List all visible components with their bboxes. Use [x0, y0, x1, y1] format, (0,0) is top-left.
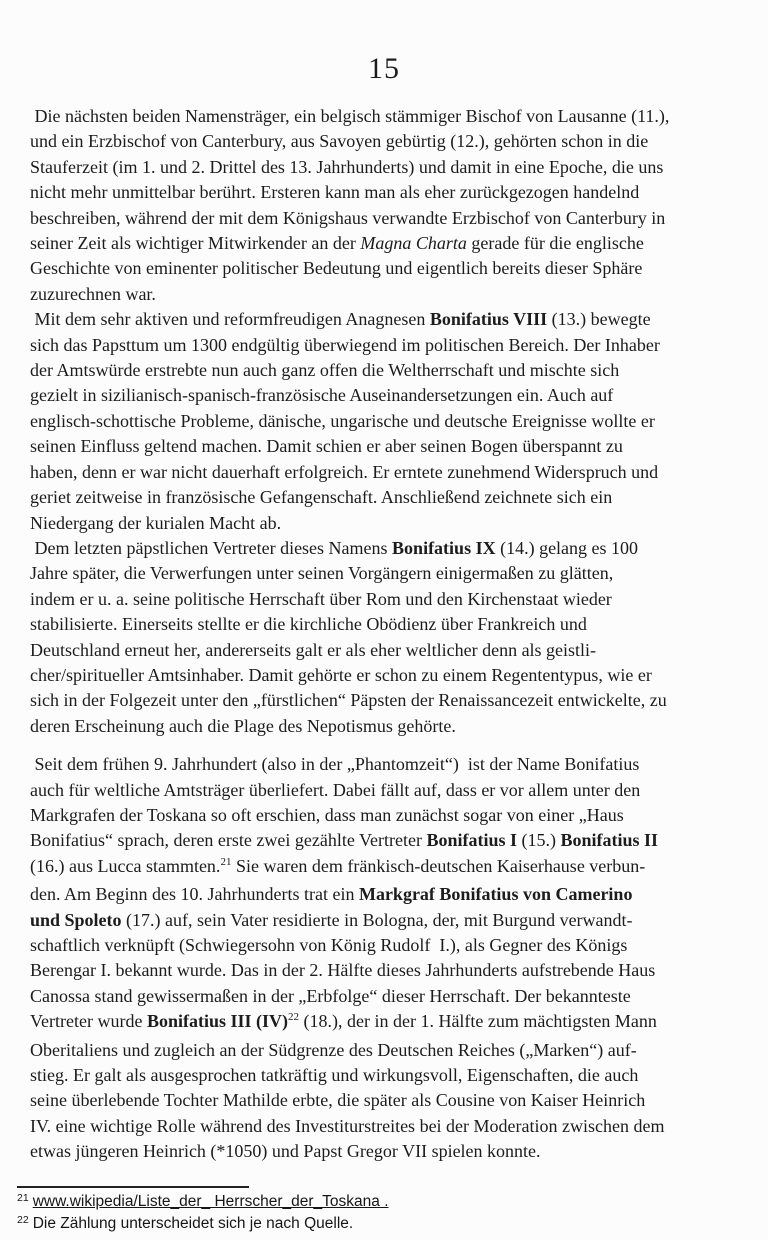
text-line: [30, 307, 750, 332]
text-line: [30, 1139, 750, 1164]
text-segment: Bonifatius III (IV): [146, 1011, 288, 1032]
text-line: [30, 206, 750, 231]
text-line: [30, 854, 750, 882]
text-line: [30, 984, 750, 1009]
text-segment: deren Erscheinung auch die Plage des Nepotismus gehörte.: [30, 715, 456, 736]
text-line: [30, 485, 750, 510]
footnote-link[interactable]: www.wikipedia/Liste_der_ Herrscher_der_Toskana .: [32, 1193, 389, 1210]
text-segment: englisch-schottische Probleme, dänische, ungarische und deutsche Ereignisse wollte er: [30, 410, 655, 431]
text-line: [30, 460, 750, 485]
text-segment: seinen Einfluss geltend machen. Damit schien er aber seinen Bogen überspannt zu: [30, 436, 623, 457]
body-paragraph: [30, 536, 750, 739]
text-line: [30, 383, 750, 408]
body-paragraph: [30, 752, 750, 1165]
text-line: [30, 1114, 750, 1139]
footnote-item: [17, 1192, 757, 1214]
text-line: [30, 908, 750, 933]
text-line: [30, 104, 750, 129]
text-segment: (14.) gelang es 100: [495, 537, 639, 558]
text-line: [30, 231, 750, 256]
text-line: [30, 1063, 750, 1088]
text-segment: seiner Zeit als wichtiger Mitwirkender an der: [30, 233, 361, 254]
text-segment: und ein Erzbischof von Canterbury, aus Savoyen gebürtig (12.), gehörten schon in die: [30, 131, 649, 152]
text-segment: etwas jüngeren Heinrich (*1050) und Papst Gregor VII spielen konnte.: [30, 1141, 541, 1162]
text-segment: (17.) auf, sein Vater residierte in Bologna, der, mit Burgund verwandt-: [121, 909, 633, 930]
text-line: [30, 663, 750, 688]
text-segment: Deutschland erneut her, andererseits galt er als eher weltlicher denn als geistli-: [30, 639, 597, 660]
text-segment: gerade für die englische: [466, 233, 644, 254]
text-segment: Magna Charta: [360, 233, 467, 254]
text-line: [30, 358, 750, 383]
text-segment: sich das Papsttum um 1300 endgültig überwiegend im politischen Bereich. Der Inhaber: [30, 334, 660, 355]
text-segment: Bonifatius IX: [392, 537, 496, 558]
text-line: [30, 688, 750, 713]
text-segment: Dem letzten päpstlichen Vertreter dieses Namens: [30, 537, 393, 558]
text-segment: seine überlebende Tochter Mathilde erbte, die später als Cousine von Kaiser Heinrich: [30, 1090, 646, 1111]
text-line: [30, 1038, 750, 1063]
text-line: [30, 933, 750, 958]
text-line: [30, 536, 750, 561]
body-paragraph: [30, 307, 750, 536]
page-number: 15: [368, 52, 400, 85]
text-segment: Die nächsten beiden Namensträger, ein belgisch stämmiger Bischof von Lausanne (11.),: [30, 106, 670, 126]
text-segment: Niedergang der kurialen Macht ab.: [30, 512, 282, 533]
text-line: [30, 155, 750, 180]
text-segment: und Spoleto: [30, 909, 122, 930]
text-segment: IV. eine wichtige Rolle während des Investiturstreites bei der Moderation zwischen dem: [30, 1115, 665, 1136]
text-segment: indem er u. a. seine politische Herrschaft über Rom und den Kirchenstaat wieder: [30, 588, 612, 609]
text-segment: (16.) aus Lucca stammten.: [30, 855, 221, 876]
text-line: [30, 561, 750, 586]
text-segment: cher/spiritueller Amtsinhaber. Damit gehörte er schon zu einem Regententypus, wie er: [30, 664, 652, 685]
text-segment: sich in der Folgezeit unter den „fürstlichen“ Päpsten der Renaissancezeit entwickelte, zu: [30, 690, 667, 711]
text-line: [30, 958, 750, 983]
document-body: [30, 104, 750, 1165]
text-segment: geriet zeitweise in französische Gefangenschaft. Anschließend zeichnete sich ein: [30, 487, 613, 508]
text-segment: Sie waren dem fränkisch-deutschen Kaiserhause verbun-: [231, 855, 646, 876]
text-line: [30, 752, 750, 777]
text-segment: stabilisierte. Einerseits stellte er die kirchliche Obödienz über Frankreich und: [30, 614, 587, 635]
text-segment: (15.): [517, 830, 561, 851]
text-segment: Berengar I. bekannt wurde. Das in der 2. Hälfte dieses Jahrhunderts aufstrebende Haus: [30, 960, 656, 981]
text-line: [30, 714, 750, 739]
text-segment: gezielt in sizilianisch-spanisch-französische Auseinandersetzungen ein. Auch auf: [30, 385, 614, 406]
footnotes: [17, 1192, 757, 1235]
text-segment: Bonifatius“ sprach, deren erste zwei gezählte Vertreter: [30, 830, 427, 851]
text-segment: (13.) bewegte: [547, 309, 651, 330]
text-segment: schaftlich verknüpft (Schwiegersohn von König Rudolf I.), als Gegner des Königs: [30, 935, 628, 955]
text-segment: Bonifatius I: [426, 830, 518, 851]
text-line: [30, 1088, 750, 1113]
text-segment: auch für weltliche Amtsträger überliefert. Dabei fällt auf, dass er vor allem unter den: [30, 779, 641, 800]
text-line: [30, 638, 750, 663]
text-line: [30, 803, 750, 828]
text-line: [30, 882, 750, 907]
footnote-marker: 21: [17, 1192, 29, 1204]
text-line: [30, 180, 750, 205]
text-segment: Markgraf Bonifatius von Camerino: [358, 884, 633, 905]
text-line: [30, 612, 750, 637]
body-paragraph: [30, 104, 750, 307]
text-line: [30, 587, 750, 612]
text-line: [30, 511, 750, 536]
text-line: [30, 1009, 750, 1037]
text-segment: den. Am Beginn des 10. Jahrhunderts trat ein: [30, 884, 359, 905]
text-segment: Stauferzeit (im 1. und 2. Drittel des 13. Jahrhunderts) und damit in eine Epoche, die uns: [30, 156, 664, 177]
text-line: [30, 282, 750, 307]
text-segment: nicht mehr unmittelbar berührt. Ersteren kann man als eher zurückgezogen handelnd: [30, 182, 640, 203]
text-segment: (18.), der in der 1. Hälfte zum mächtigsten Mann: [298, 1011, 657, 1032]
footnote-marker: 22: [17, 1213, 29, 1226]
text-segment: Oberitaliens und zugleich an der Südgrenze des Deutschen Reiches („Marken“) auf-: [30, 1039, 637, 1060]
text-segment: Canossa stand gewissermaßen in der „Erbfolge“ dieser Herrschaft. Der bekannteste: [30, 985, 631, 1006]
text-segment: stieg. Er galt als ausgesprochen tatkräftig und wirkungsvoll, Eigenschaften, die auch: [30, 1065, 639, 1086]
text-segment: zuzurechnen war.: [30, 283, 156, 304]
text-segment: haben, denn er war nicht dauerhaft erfolgreich. Er erntete zunehmend Widerspruch und: [30, 461, 659, 482]
text-segment: Bonifatius II: [560, 830, 659, 851]
footnote-reference: 21: [220, 855, 232, 868]
text-line: [30, 434, 750, 459]
text-segment: Vertreter wurde: [30, 1011, 147, 1032]
text-segment: Jahre später, die Verwerfungen unter seinen Vorgängern einigermaßen zu glätten,: [30, 563, 614, 584]
text-segment: Mit dem sehr aktiven und reformfreudigen Anagnesen: [30, 309, 430, 330]
text-line: [30, 129, 750, 154]
text-segment: beschreiben, während der mit dem Königshaus verwandte Erzbischof von Canterbury in: [30, 207, 666, 228]
text-line: [30, 409, 750, 434]
text-segment: Markgrafen der Toskana so oft erschien, dass man zunächst sogar von einer „Haus: [30, 804, 624, 825]
text-line: [30, 256, 750, 281]
text-line: [30, 778, 750, 803]
text-segment: Seit dem frühen 9. Jahrhundert (also in der „Phantomzeit“) ist der Name Bonifatius: [30, 754, 640, 775]
text-line: [30, 828, 750, 853]
footnote-item: [17, 1214, 757, 1236]
footnote-reference: 22: [287, 1011, 299, 1024]
text-segment: Bonifatius VIII: [429, 309, 548, 330]
text-segment: der Amtswürde erstrebte nun auch ganz offen die Weltherrschaft und mischte sich: [30, 360, 620, 381]
footnote-separator: [17, 1186, 249, 1188]
text-line: [30, 333, 750, 358]
text-segment: Geschichte von eminenter politischer Bedeutung und eigentlich bereits dieser Sphäre: [30, 258, 643, 279]
footnote-text: Die Zählung unterscheidet sich je nach Quelle.: [32, 1214, 354, 1232]
